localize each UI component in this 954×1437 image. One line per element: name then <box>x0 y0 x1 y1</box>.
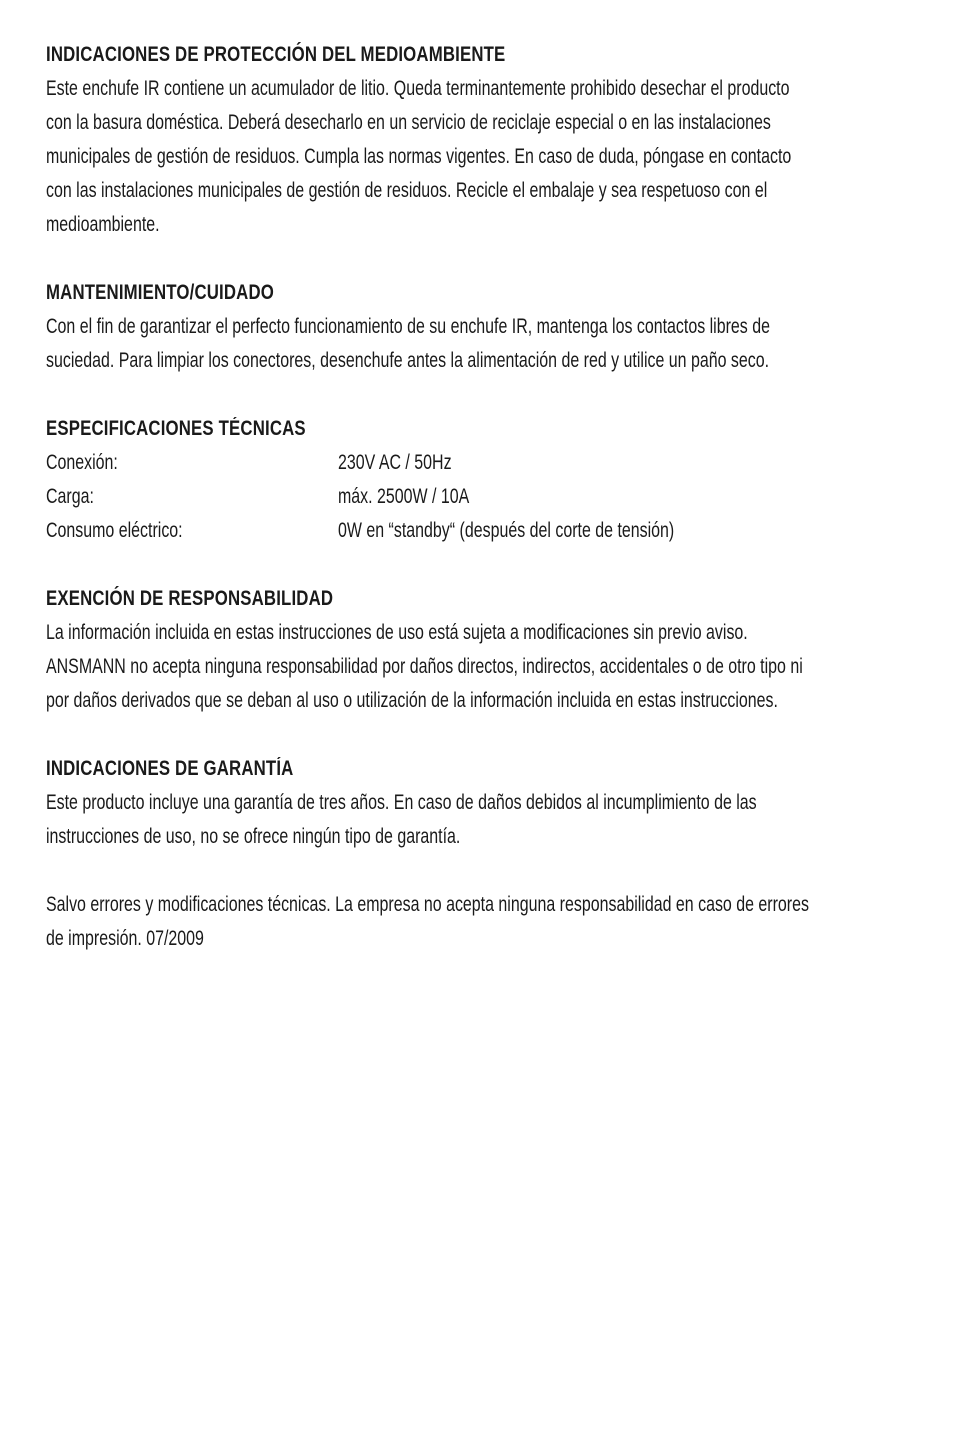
environment-heading: INDICACIONES DE PROTECCIÓN DEL MEDIOAMBIENTE <box>46 43 506 66</box>
spec-label: Conexión: <box>46 451 118 474</box>
spec-value: 230V AC / 50Hz <box>338 451 452 474</box>
footer-note <box>46 888 918 956</box>
paragraph-line: Salvo errores y modificaciones técnicas. La empresa no acepta ninguna responsabilidad en caso de errores <box>46 893 809 916</box>
spec-value: máx. 2500W / 10A <box>338 485 470 508</box>
spec-label: Carga: <box>46 485 94 508</box>
disclaimer-heading: EXENCIÓN DE RESPONSABILIDAD <box>46 587 334 610</box>
paragraph-line: suciedad. Para limpiar los conectores, desenchufe antes la alimentación de red y utilice un paño seco. <box>46 349 770 372</box>
warranty-heading: INDICACIONES DE GARANTÍA <box>46 757 294 780</box>
paragraph-line: Este producto incluye una garantía de tres años. En caso de daños debidos al incumplimiento de las <box>46 791 757 814</box>
paragraph-line: de impresión. 07/2009 <box>46 927 204 950</box>
warranty-section <box>46 752 918 854</box>
spec-value: 0W en “standby“ (después del corte de tensión) <box>338 519 675 542</box>
environment-section <box>46 38 918 242</box>
paragraph-line: por daños derivados que se deban al uso o utilización de la información incluida en estas instrucciones. <box>46 689 778 712</box>
maintenance-section <box>46 276 918 378</box>
paragraph-line: La información incluida en estas instrucciones de uso está sujeta a modificaciones sin previo aviso. <box>46 621 748 644</box>
disclaimer-section <box>46 582 918 718</box>
spec-row-consumption <box>46 514 918 548</box>
spec-row-load <box>46 480 918 514</box>
paragraph-line: instrucciones de uso, no se ofrece ningún tipo de garantía. <box>46 825 461 848</box>
paragraph-line: municipales de gestión de residuos. Cumpla las normas vigentes. En caso de duda, póngase en contacto <box>46 145 792 168</box>
spec-label: Consumo eléctrico: <box>46 519 183 542</box>
paragraph-line: medioambiente. <box>46 213 160 236</box>
specs-section <box>46 412 918 548</box>
specs-heading: ESPECIFICACIONES TÉCNICAS <box>46 417 306 440</box>
paragraph-line: Este enchufe IR contiene un acumulador de litio. Queda terminantemente prohibido desechar el producto <box>46 77 790 100</box>
spec-row-connection <box>46 446 918 480</box>
paragraph-line: Con el fin de garantizar el perfecto funcionamiento de su enchufe IR, mantenga los contactos libres de <box>46 315 770 338</box>
maintenance-heading: MANTENIMIENTO/CUIDADO <box>46 281 274 304</box>
paragraph-line: ANSMANN no acepta ninguna responsabilidad por daños directos, indirectos, accidentales o de otro tipo ni <box>46 655 803 678</box>
paragraph-line: con las instalaciones municipales de gestión de residuos. Recicle el embalaje y sea respetuoso con el <box>46 179 768 202</box>
document-page <box>46 38 918 990</box>
paragraph-line: con la basura doméstica. Deberá desecharlo en un servicio de reciclaje especial o en las instalaciones <box>46 111 771 134</box>
